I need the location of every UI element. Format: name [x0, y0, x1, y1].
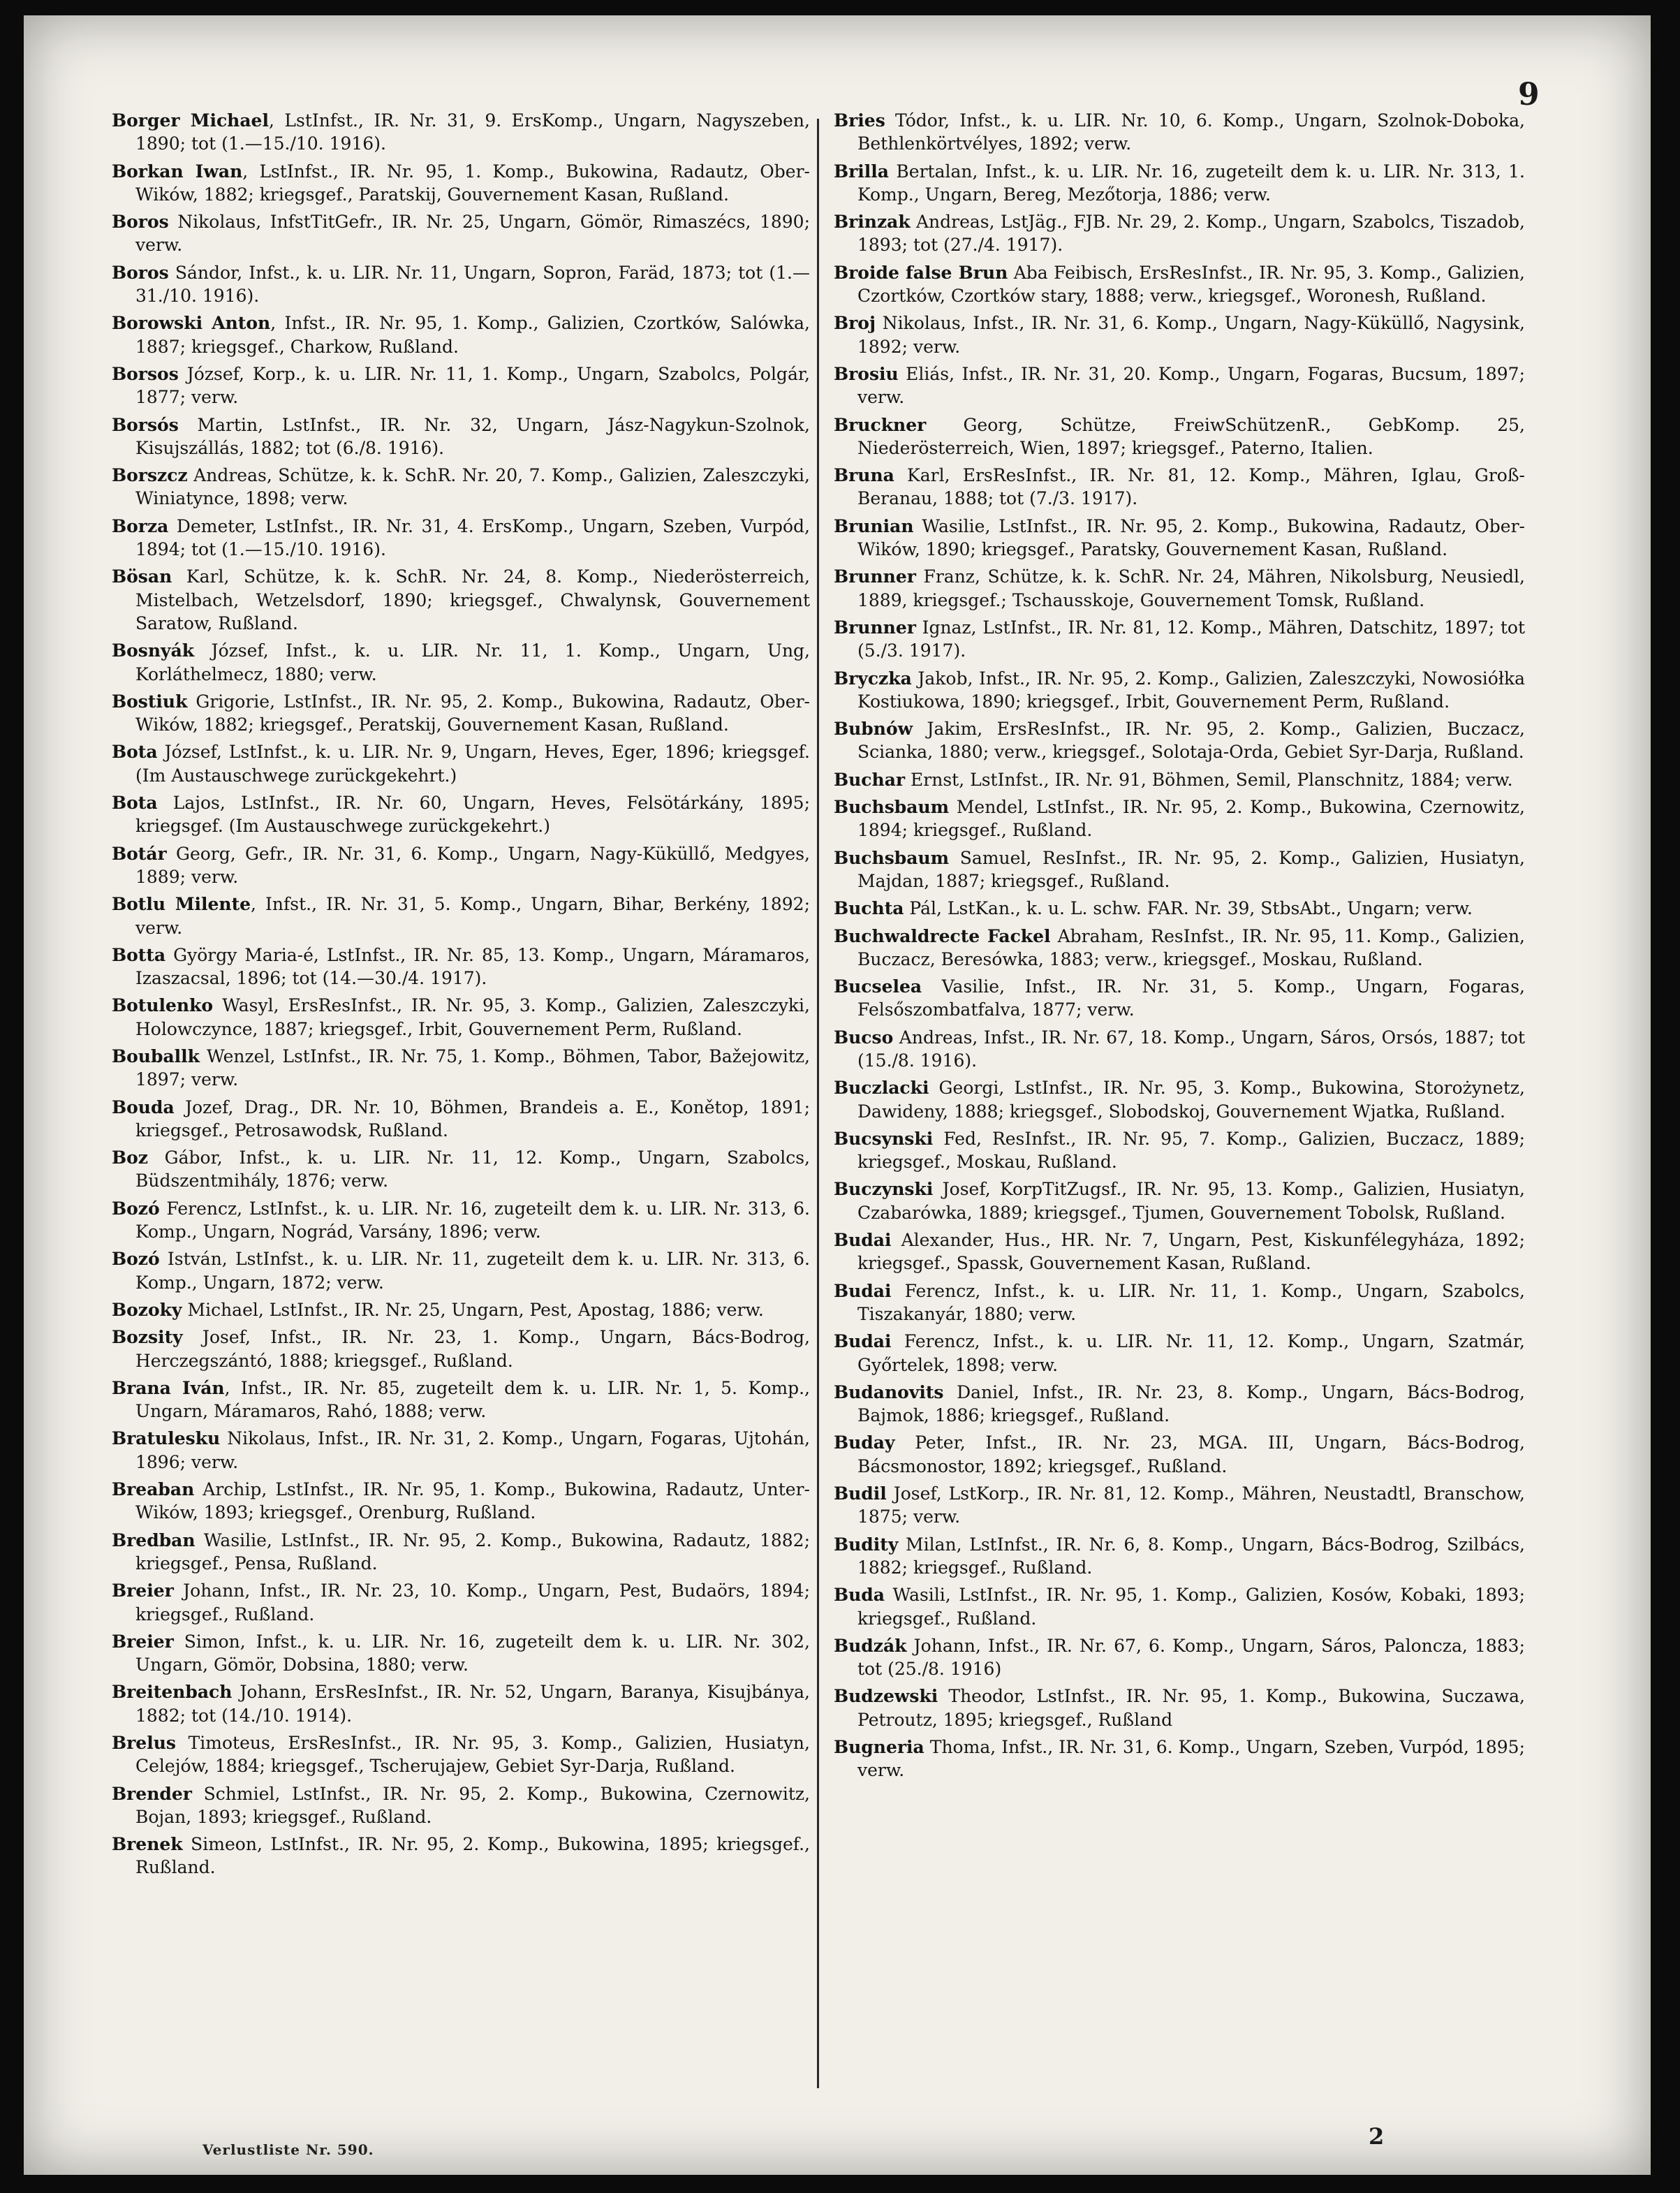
entry-name: Bostiuk [112, 691, 188, 712]
list-entry [834, 413, 1525, 460]
entry-details: Tódor, Infst., k. u. LIR. Nr. 10, 6. Komp., Ungarn, Szolnok-Doboka, Bethlenkörtvélyes, 1892; verw. [857, 110, 1525, 154]
entry-details: Samuel, ResInfst., IR. Nr. 95, 2. Komp., Galizien, Husiatyn, Majdan, 1887; kriegsgef., Rußland. [857, 847, 1525, 891]
list-entry [834, 464, 1525, 511]
entry-name: Budai [834, 1280, 892, 1301]
list-entry [112, 261, 810, 308]
list-entry [112, 160, 810, 207]
list-entry [112, 1579, 810, 1626]
entry-details: Johann, Infst., IR. Nr. 23, 10. Komp., Ungarn, Pest, Budaörs, 1894; kriegsgef., Rußland. [135, 1580, 810, 1624]
list-entry [112, 1096, 810, 1143]
entry-details: Franz, Schütze, k. k. SchR. Nr. 24, Mähren, Nikolsburg, Neusiedl, 1889, kriegsgef.; Tschausskoje, Gouvernement Tomsk, Rußland. [857, 566, 1525, 610]
entry-name: Bruna [834, 465, 894, 486]
entry-name: Buchsbaum [834, 797, 950, 818]
list-entry [112, 994, 810, 1041]
entry-name: Bozoky [112, 1299, 182, 1320]
entry-details: Andreas, Infst., IR. Nr. 67, 18. Komp., Ungarn, Sáros, Orsós, 1887; tot (15./8. 1916). [857, 1027, 1525, 1071]
entry-details: Pál, LstKan., k. u. L. schw. FAR. Nr. 39, StbsAbt., Ungarn; verw. [904, 898, 1473, 919]
list-entry [112, 565, 810, 635]
entry-details: Simon, Infst., k. u. LIR. Nr. 16, zugeteilt dem k. u. LIR. Nr. 302, Ungarn, Gömör, Dobsina, 1880; verw. [135, 1631, 810, 1675]
entry-details: Eliás, Infst., IR. Nr. 31, 20. Komp., Ungarn, Fogaras, Bucsum, 1897; verw. [857, 363, 1525, 408]
entry-details: Jakim, ErsResInfst., IR. Nr. 95, 2. Komp., Galizien, Buczacz, Scianka, 1880; verw., kriegsgef., Solotaja-Orda, Gebiet Syr-Darja, Rußland. [857, 719, 1525, 763]
entry-details: Georgi, LstInfst., IR. Nr. 95, 3. Komp., Bukowina, Storożynetz, Dawideny, 1888; kriegsgef., Slobodskoj, Gouvernement Wjatka, Rußland. [857, 1078, 1525, 1122]
entry-name: Bota [112, 742, 158, 763]
entry-details: Jozef, Drag., DR. Nr. 10, Böhmen, Brandeis a. E., Konětop, 1891; kriegsgef., Petrosawodsk, Rußland. [135, 1096, 810, 1140]
entry-name: Brinzak [834, 212, 911, 233]
right-column [834, 109, 1525, 1787]
list-entry [834, 565, 1525, 612]
entry-details: Grigorie, LstInfst., IR. Nr. 95, 2. Komp., Bukowina, Radautz, Ober-Wików, 1882; kriegsgef., Peratskij, Gouvernement Kasan, Rußland. [135, 691, 810, 735]
entry-details: István, LstInfst., k. u. LIR. Nr. 11, zugeteilt dem k. u. LIR. Nr. 313, 6. Komp., Ungarn, 1872; verw. [135, 1249, 810, 1293]
entry-details: Jakob, Infst., IR. Nr. 95, 2. Komp., Galizien, Zaleszczyki, Nowosiółka Kostiukowa, 1890; kriegsgef., Irbit, Gouvernement Perm, Rußland. [857, 668, 1525, 712]
list-entry [112, 842, 810, 889]
list-entry [834, 1685, 1525, 1731]
entry-name: Boz [112, 1147, 149, 1168]
list-entry [112, 1377, 810, 1423]
entry-name: Borsos [112, 363, 179, 384]
entry-name: Budzewski [834, 1686, 938, 1707]
list-entry [112, 210, 810, 257]
entry-name: Bucselea [834, 976, 922, 997]
entry-name: Budai [834, 1331, 892, 1352]
entry-details: Josef, LstKorp., IR. Nr. 81, 12. Komp., Mähren, Neustadtl, Branschow, 1875; verw. [857, 1483, 1525, 1527]
entry-name: Borowski Anton [112, 313, 271, 334]
entry-name: Boros [112, 262, 169, 283]
entry-name: Breier [112, 1631, 174, 1652]
entry-name: Brosiu [834, 363, 899, 384]
entry-details: Johann, ErsResInfst., IR. Nr. 52, Ungarn, Baranya, Kisujbánya, 1882; tot (14./10. 1914). [135, 1682, 810, 1726]
entry-name: Breitenbach [112, 1682, 233, 1703]
list-entry [834, 1381, 1525, 1428]
entry-name: Borkan Iwan [112, 161, 243, 182]
entry-name: Botár [112, 843, 167, 864]
list-entry [834, 1026, 1525, 1073]
entry-details: Johann, Infst., IR. Nr. 67, 6. Komp., Ungarn, Sáros, Paloncza, 1883; tot (25./8. 1916) [857, 1635, 1525, 1680]
entry-name: Bryczka [834, 668, 912, 689]
entry-name: Bratulesku [112, 1428, 221, 1449]
list-entry [834, 1634, 1525, 1681]
list-entry [834, 768, 1525, 791]
entry-name: Breaban [112, 1479, 195, 1500]
entry-details: Fed, ResInfst., IR. Nr. 95, 7. Komp., Galizien, Buczacz, 1889; kriegsgef., Moskau, Rußland. [857, 1128, 1525, 1173]
entry-name: Broide false Brun [834, 262, 1008, 283]
entry-name: Budai [834, 1230, 892, 1251]
entry-details: Abraham, ResInfst., IR. Nr. 95, 11. Komp., Galizien, Buczacz, Beresówka, 1883; verw., kriegsgef., Moskau, Rußland. [857, 925, 1525, 969]
entry-details: Ernst, LstInfst., IR. Nr. 91, Böhmen, Semil, Planschnitz, 1884; verw. [905, 769, 1513, 790]
entry-details: Vasilie, Infst., IR. Nr. 31, 5. Komp., Ungarn, Fogaras, Felsőszombatfalva, 1877; verw. [857, 976, 1525, 1020]
entry-name: Bösan [112, 566, 172, 587]
list-entry [834, 160, 1525, 207]
entry-details: Gábor, Infst., k. u. LIR. Nr. 11, 12. Komp., Ungarn, Szabolcs, Büdszentmihály, 1876; verw. [135, 1147, 810, 1191]
entry-name: Bota [112, 793, 158, 814]
page-number: 9 [1518, 77, 1540, 112]
entry-name: Borza [112, 515, 169, 536]
entry-name: Bozó [112, 1249, 160, 1270]
entry-details: Josef, KorpTitZugsf., IR. Nr. 95, 13. Komp., Galizien, Husiatyn, Czabarówka, 1889; kriegsgef., Tjumen, Gouvernement Tobolsk, Rußland. [857, 1179, 1525, 1223]
entry-details: Georg, Schütze, FreiwSchützenR., GebKomp. 25, Niederösterreich, Wien, 1897; kriegsgef., Paterno, Italien. [857, 414, 1525, 458]
list-entry [834, 1127, 1525, 1174]
entry-name: Brenek [112, 1834, 183, 1855]
list-entry [834, 261, 1525, 308]
list-entry [834, 897, 1525, 920]
entry-details: Andreas, LstJäg., FJB. Nr. 29, 2. Komp., Ungarn, Szabolcs, Tiszadob, 1893; tot (27./4. 1917). [857, 212, 1525, 256]
entry-details: Daniel, Infst., IR. Nr. 23, 8. Komp., Ungarn, Bács-Bodrog, Bajmok, 1886; kriegsgef., Rußland. [857, 1381, 1525, 1426]
entry-name: Budity [834, 1534, 899, 1555]
list-entry [112, 1197, 810, 1244]
list-entry [112, 1478, 810, 1525]
entry-name: Bucsynski [834, 1128, 934, 1149]
footer-note: Verlustliste Nr. 590. [202, 2141, 374, 2158]
list-entry [834, 1533, 1525, 1580]
entry-details: József, Infst., k. u. LIR. Nr. 11, 1. Komp., Ungarn, Ung, Korláthelmecz, 1880; verw. [135, 640, 810, 684]
entry-details: Demeter, LstInfst., IR. Nr. 31, 4. ErsKomp., Ungarn, Szeben, Vurpód, 1894; tot (1.—15./10. 1916). [135, 515, 810, 560]
entry-details: Bertalan, Infst., k. u. LIR. Nr. 16, zugeteilt dem k. u. LIR. Nr. 313, 1. Komp., Ungarn, Bereg, Mezőtorja, 1886; verw. [857, 161, 1525, 205]
list-entry [834, 925, 1525, 971]
entry-name: Brana Iván [112, 1377, 225, 1398]
list-entry [112, 1833, 810, 1879]
entry-details: Schmiel, LstInfst., IR. Nr. 95, 2. Komp., Bukowina, Czernowitz, Bojan, 1893; kriegsgef., Rußland. [135, 1783, 810, 1827]
entry-name: Bouballk [112, 1046, 200, 1066]
entry-name: Buday [834, 1432, 895, 1453]
entry-details: Nikolaus, InfstTitGefr., IR. Nr. 25, Ungarn, Gömör, Rimaszécs, 1890; verw. [135, 212, 810, 256]
entry-name: Brunian [834, 515, 914, 536]
list-entry [834, 109, 1525, 156]
column-divider [817, 119, 819, 2088]
entry-details: Lajos, LstInfst., IR. Nr. 60, Ungarn, Heves, Felsötárkány, 1895; kriegsgef. (Im Austauschwege zurückgekehrt.) [135, 793, 810, 837]
list-entry [112, 1630, 810, 1677]
list-entry [834, 717, 1525, 764]
list-entry [834, 1431, 1525, 1478]
list-entry [834, 795, 1525, 842]
list-entry [834, 616, 1525, 663]
list-entry [834, 667, 1525, 714]
entry-details: Wasilie, LstInfst., IR. Nr. 95, 2. Komp., Bukowina, Radautz, 1882; kriegsgef., Pensa, Rußland. [135, 1530, 810, 1574]
list-entry [112, 1247, 810, 1294]
list-entry [112, 1782, 810, 1829]
entry-name: Bries [834, 110, 885, 131]
entry-details: József, Korp., k. u. LIR. Nr. 11, 1. Komp., Ungarn, Szabolcs, Polgár, 1877; verw. [135, 363, 810, 408]
entry-details: , Infst., IR. Nr. 85, zugeteilt dem k. u. LIR. Nr. 1, 5. Komp., Ungarn, Máramaros, Rahó, 1888; verw. [135, 1377, 810, 1422]
entry-name: Buchar [834, 769, 906, 790]
entry-details: Wenzel, LstInfst., IR. Nr. 75, 1. Komp., Böhmen, Tabor, Bažejowitz, 1897; verw. [135, 1046, 810, 1090]
entry-details: Nikolaus, Infst., IR. Nr. 31, 6. Komp., Ungarn, Nagy-Küküllő, Nagysink, 1892; verw. [857, 313, 1525, 357]
entry-name: Borger Michael [112, 110, 269, 131]
entry-details: Wasilie, LstInfst., IR. Nr. 95, 2. Komp., Bukowina, Radautz, Ober-Wików, 1890; kriegsgef., Paratsky, Gouvernement Kasan, Rußland. [857, 515, 1525, 560]
list-entry [834, 1482, 1525, 1529]
entry-details: , Infst., IR. Nr. 95, 1. Komp., Galizien, Czortków, Salówka, 1887; kriegsgef., Charkow, Rußland. [135, 313, 810, 357]
list-entry [112, 639, 810, 686]
list-entry [112, 311, 810, 358]
entry-name: Botta [112, 944, 166, 965]
list-entry [834, 1076, 1525, 1123]
list-entry [112, 109, 810, 156]
entry-name: Bouda [112, 1096, 175, 1117]
list-entry [112, 1045, 810, 1092]
entry-details: Karl, ErsResInfst., IR. Nr. 81, 12. Komp., Mähren, Iglau, Groß-Beranau, 1888; tot (7./3. 1917). [857, 465, 1525, 509]
entry-name: Breier [112, 1580, 174, 1601]
entry-details: Andreas, Schütze, k. k. SchR. Nr. 20, 7. Komp., Galizien, Zaleszczyki, Winiatynce, 1898; verw. [135, 465, 810, 509]
list-entry [834, 1228, 1525, 1275]
list-entry [834, 975, 1525, 1022]
entry-name: Botulenko [112, 995, 214, 1016]
list-entry [834, 846, 1525, 893]
entry-details: Ferencz, Infst., k. u. LIR. Nr. 11, 1. Komp., Ungarn, Szabolcs, Tiszakanyár, 1880; verw. [857, 1280, 1525, 1324]
list-entry [112, 1427, 810, 1474]
entry-name: Bozó [112, 1198, 160, 1219]
entry-details: Ferencz, LstInfst., k. u. LIR. Nr. 16, zugeteilt dem k. u. LIR. Nr. 313, 6. Komp., Ungarn, Nográd, Varsány, 1896; verw. [135, 1198, 810, 1242]
list-entry [112, 740, 810, 787]
list-entry [834, 1178, 1525, 1224]
entry-details: Ferencz, Infst., k. u. LIR. Nr. 11, 12. Komp., Ungarn, Szatmár, Győrtelek, 1898; verw. [857, 1331, 1525, 1375]
list-entry [834, 1736, 1525, 1782]
entry-name: Buczlacki [834, 1078, 929, 1099]
entry-name: Bosnyák [112, 640, 195, 661]
entry-name: Budil [834, 1483, 887, 1504]
left-column [112, 109, 810, 1884]
entry-name: Bozsity [112, 1327, 183, 1348]
sheet-mark: 2 [1369, 2123, 1385, 2150]
entry-details: Mendel, LstInfst., IR. Nr. 95, 2. Komp., Bukowina, Czernowitz, 1894; kriegsgef., Rußland. [857, 797, 1525, 841]
entry-details: Ignaz, LstInfst., IR. Nr. 81, 12. Komp., Mähren, Datschitz, 1897; tot (5./3. 1917). [857, 617, 1525, 661]
list-entry [112, 515, 810, 562]
entry-details: Thoma, Infst., IR. Nr. 31, 6. Komp., Ungarn, Szeben, Vurpód, 1895; verw. [857, 1737, 1525, 1781]
entry-name: Bredban [112, 1530, 196, 1550]
entry-name: Brelus [112, 1733, 176, 1753]
entry-details: Sándor, Infst., k. u. LIR. Nr. 11, Ungarn, Sopron, Faräd, 1873; tot (1.—31./10. 1916). [135, 262, 810, 307]
list-entry [112, 944, 810, 990]
entry-name: Buchwaldrecte Fackel [834, 925, 1051, 946]
entry-details: Wasyl, ErsResInfst., IR. Nr. 95, 3. Komp., Galizien, Zaleszczyki, Holowczynce, 1887; kriegsgef., Irbit, Gouvernement Perm, Rußland. [135, 995, 810, 1039]
entry-details: , LstInfst., IR. Nr. 31, 9. ErsKomp., Ungarn, Nagyszeben, 1890; tot (1.—15./10. 1916). [135, 110, 810, 154]
entry-details: Alexander, Hus., HR. Nr. 7, Ungarn, Pest, Kiskunfélegyháza, 1892; kriegsgef., Spassk, Gouvernement Kasan, Rußland. [857, 1230, 1525, 1274]
list-entry [112, 1326, 810, 1372]
entry-name: Bruckner [834, 414, 927, 435]
entry-name: Brilla [834, 161, 889, 182]
entry-details: Georg, Gefr., IR. Nr. 31, 6. Komp., Ungarn, Nagy-Küküllő, Medgyes, 1889; verw. [135, 843, 810, 887]
entry-name: Bugneria [834, 1737, 924, 1757]
list-entry [112, 1146, 810, 1193]
entry-name: Borsós [112, 414, 179, 435]
list-entry [112, 791, 810, 838]
entry-details: Aba Feibisch, ErsResInfst., IR. Nr. 95, 3. Komp., Galizien, Czortków, Czortków stary, 1888; verw., kriegsgef., Woronesh, Rußland. [857, 262, 1525, 307]
entry-details: Michael, LstInfst., IR. Nr. 25, Ungarn, Pest, Apostag, 1886; verw. [182, 1299, 764, 1320]
entry-name: Brunner [834, 617, 916, 638]
entry-name: Budanovits [834, 1381, 944, 1402]
entry-name: Buczynski [834, 1179, 934, 1200]
list-entry [112, 362, 810, 409]
entry-details: , LstInfst., IR. Nr. 95, 1. Komp., Bukowina, Radautz, Ober-Wików, 1882; kriegsgef., Paratskij, Gouvernement Kasan, Rußland. [135, 161, 810, 205]
entry-details: Nikolaus, Infst., IR. Nr. 31, 2. Komp., Ungarn, Fogaras, Ujtohán, 1896; verw. [135, 1428, 810, 1472]
list-entry [112, 1731, 810, 1778]
list-entry [834, 311, 1525, 358]
list-entry [112, 1298, 810, 1321]
list-entry [834, 515, 1525, 562]
entry-details: Milan, LstInfst., IR. Nr. 6, 8. Komp., Ungarn, Bács-Bodrog, Szilbács, 1882; kriegsgef., Rußland. [857, 1534, 1525, 1578]
entry-name: Broj [834, 313, 876, 334]
list-entry [112, 893, 810, 939]
entry-details: Timoteus, ErsResInfst., IR. Nr. 95, 3. Komp., Galizien, Husiatyn, Celejów, 1884; kriegsgef., Tscherujajew, Gebiet Syr-Darja, Rußland. [135, 1733, 810, 1777]
entry-details: József, LstInfst., k. u. LIR. Nr. 9, Ungarn, Heves, Eger, 1896; kriegsgef. (Im Austauschwege zurückgekehrt.) [135, 742, 810, 786]
entry-details: , Infst., IR. Nr. 31, 5. Komp., Ungarn, Bihar, Berkény, 1892; verw. [135, 894, 810, 938]
entry-name: Bubnów [834, 719, 913, 740]
entry-name: Bucso [834, 1027, 894, 1048]
entry-details: Karl, Schütze, k. k. SchR. Nr. 24, 8. Komp., Niederösterreich, Mistelbach, Wetzelsdorf, 1890; kriegsgef., Chwalynsk, Gouvernement Saratow, Rußland. [135, 566, 810, 633]
entry-name: Boros [112, 212, 169, 233]
list-entry [834, 1583, 1525, 1630]
list-entry [834, 1279, 1525, 1326]
list-entry [112, 413, 810, 460]
entry-details: Simeon, LstInfst., IR. Nr. 95, 2. Komp., Bukowina, 1895; kriegsgef., Rußland. [135, 1834, 810, 1878]
entry-name: Buchta [834, 898, 904, 919]
entry-details: György Maria-é, LstInfst., IR. Nr. 85, 13. Komp., Ungarn, Máramaros, Izaszacsal, 1896; tot (14.—30./4. 1917). [135, 944, 810, 989]
list-entry [834, 1330, 1525, 1377]
entry-details: Josef, Infst., IR. Nr. 23, 1. Komp., Ungarn, Bács-Bodrog, Herczegszántó, 1888; kriegsgef., Rußland. [135, 1327, 810, 1371]
entry-details: Wasili, LstInfst., IR. Nr. 95, 1. Komp., Galizien, Kosów, Kobaki, 1893; kriegsgef., Rußland. [857, 1585, 1525, 1629]
entry-details: Theodor, LstInfst., IR. Nr. 95, 1. Komp., Bukowina, Suczawa, Petroutz, 1895; kriegsgef., Rußland [857, 1686, 1525, 1730]
entry-details: Archip, LstInfst., IR. Nr. 95, 1. Komp., Bukowina, Radautz, Unter-Wików, 1893; kriegsgef., Orenburg, Rußland. [135, 1479, 810, 1523]
entry-name: Buchsbaum [834, 847, 950, 868]
entry-name: Borszcz [112, 465, 188, 486]
list-entry [112, 690, 810, 737]
list-entry [834, 362, 1525, 409]
list-entry [112, 464, 810, 511]
list-entry [112, 1680, 810, 1727]
entry-name: Brunner [834, 566, 916, 587]
entry-details: Martin, LstInfst., IR. Nr. 32, Ungarn, Jász-Nagykun-Szolnok, Kisujszállás, 1882; tot (6./8. 1916). [135, 414, 810, 458]
entry-name: Budzák [834, 1635, 907, 1656]
entry-details: Peter, Infst., IR. Nr. 23, MGA. III, Ungarn, Bács-Bodrog, Bácsmonostor, 1892; kriegsgef., Rußland. [857, 1432, 1525, 1476]
entry-name: Brender [112, 1783, 192, 1804]
entry-name: Botlu Milente [112, 894, 251, 915]
list-entry [834, 210, 1525, 257]
list-entry [112, 1529, 810, 1576]
entry-name: Buda [834, 1585, 885, 1606]
